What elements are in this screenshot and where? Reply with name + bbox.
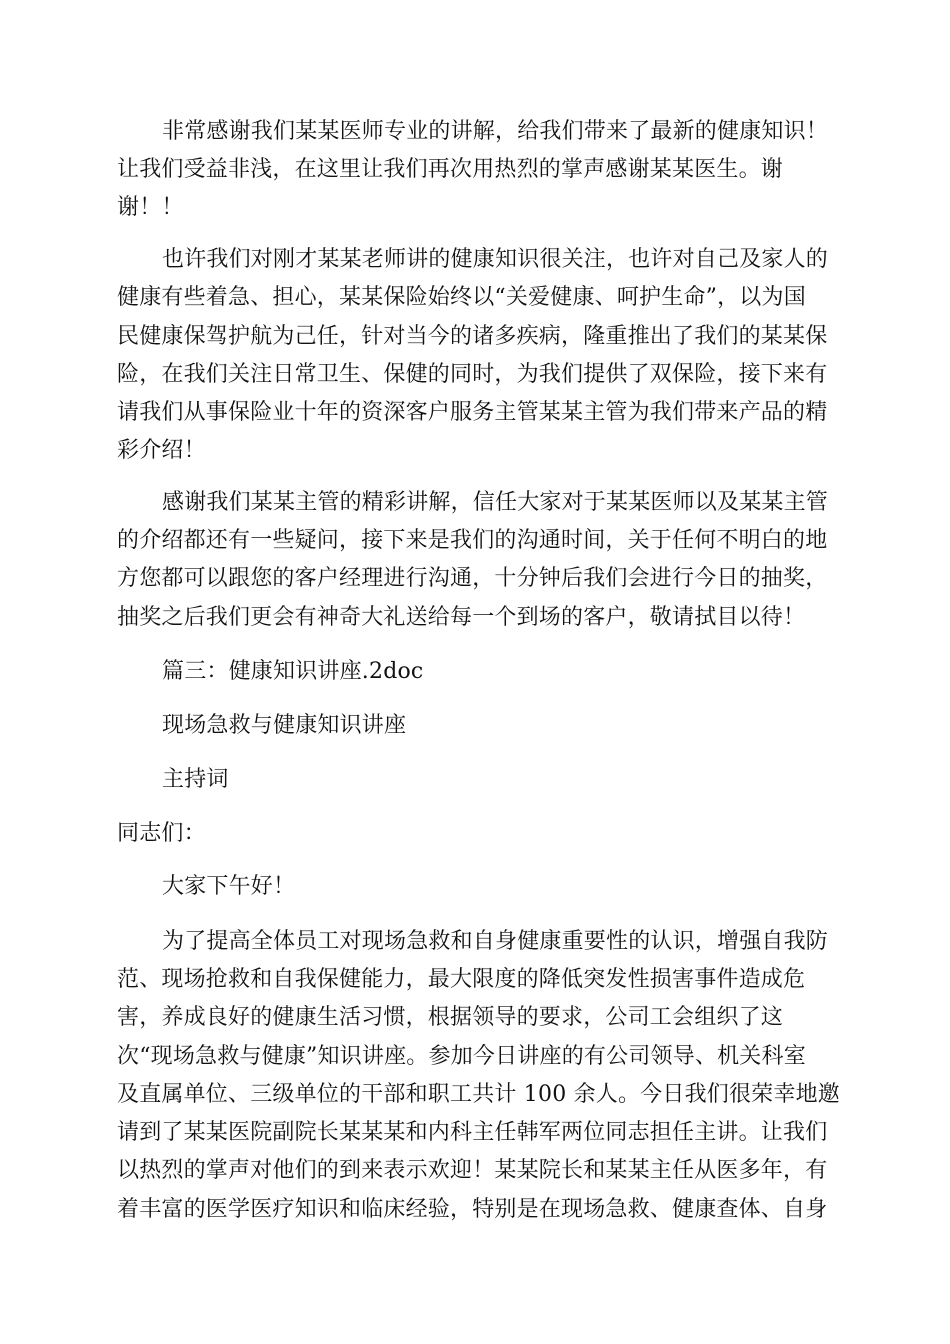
paragraph-line: 请到了某某医院副院长某某某和内科主任韩军两位同志担任主讲。让我们: [117, 1120, 828, 1145]
lecture-title: 现场急救与健康知识讲座: [162, 713, 407, 738]
host-words-heading: 主持词: [162, 767, 229, 792]
paragraph-line: 方您都可以跟您的客户经理进行沟通，十分钟后我们会进行今日的抽奖，: [117, 566, 828, 591]
paragraph-line: 范、现场抢救和自我保健能力，最大限度的降低突发性损害事件造成危: [117, 967, 806, 992]
paragraph-line: 次“现场急救与健康”知识讲座。参加今日讲座的有公司领导、机关科室: [117, 1044, 806, 1069]
paragraph-line: 感谢我们某某主管的精彩讲解，信任大家对于某某医师以及某某主管: [162, 490, 829, 515]
salutation: 同志们：: [117, 821, 206, 846]
paragraph-line: 以热烈的掌声对他们的到来表示欢迎！某某院长和某某主任从医多年，有: [117, 1158, 828, 1183]
paragraph-line: 的介绍都还有一些疑问，接下来是我们的沟通时间，关于任何不明白的地: [117, 528, 828, 553]
paragraph-line: 民健康保驾护航为己任，针对当今的诸多疾病，隆重推出了我们的某某保: [117, 324, 828, 349]
paragraph-line: 彩介绍！: [117, 438, 206, 463]
paragraph-line: 着丰富的医学医疗知识和临床经验，特别是在现场急救、健康查体、自身: [117, 1197, 828, 1222]
paragraph-line: 及直属单位、三级单位的干部和职工共计 100 余人。今日我们很荣幸地邀: [117, 1082, 840, 1107]
paragraph-line: 让我们受益非浅，在这里让我们再次用热烈的掌声感谢某某医生。谢: [117, 157, 784, 182]
paragraph-line: 抽奖之后我们更会有神奇大礼送给每一个到场的客户，敬请拭目以待！: [117, 605, 806, 630]
paragraph-line: 害，养成良好的健康生活习惯，根据领导的要求，公司工会组织了这: [117, 1005, 784, 1030]
paragraph-line: 谢！！: [117, 195, 184, 220]
greeting: 大家下午好！: [162, 874, 296, 899]
paragraph-line: 请我们从事保险业十年的资深客户服务主管某某主管为我们带来产品的精: [117, 400, 828, 425]
paragraph-line: 非常感谢我们某某医师专业的讲解，给我们带来了最新的健康知识！: [162, 119, 829, 144]
paragraph-line: 为了提高全体员工对现场急救和自身健康重要性的认识，增强自我防: [162, 929, 829, 954]
paragraph-line: 也许我们对刚才某某老师讲的健康知识很关注，也许对自己及家人的: [162, 247, 829, 272]
section-heading: 篇三：健康知识讲座.2doc: [162, 659, 424, 684]
paragraph-line: 险，在我们关注日常卫生、保健的同时，为我们提供了双保险，接下来有: [117, 362, 828, 387]
paragraph-line: 健康有些着急、担心，某某保险始终以“关爱健康、呵护生命”，以为国: [117, 285, 806, 310]
